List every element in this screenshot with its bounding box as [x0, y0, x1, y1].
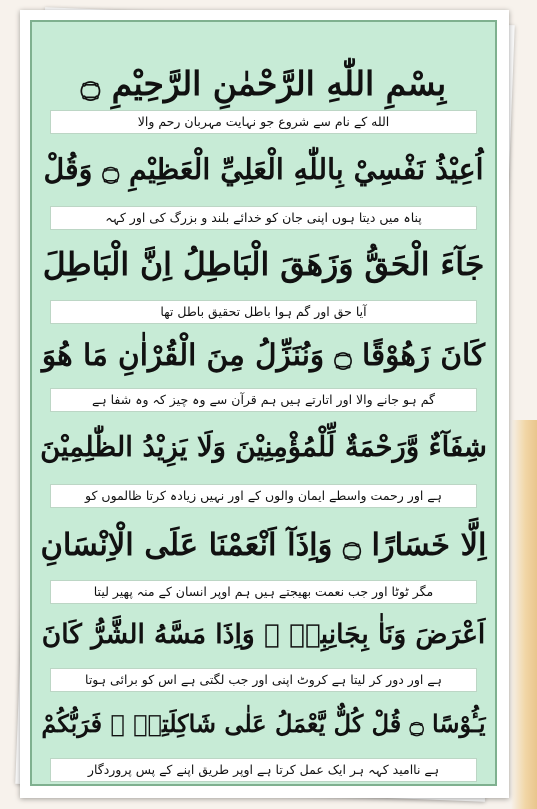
translation-line-6: مگر ٹوٹا اور جب نعمت بھیجتے ہیں ہم اوپر انسان کے منہ پھیر لیتا — [50, 580, 477, 604]
background-edge — [511, 420, 537, 809]
translation-line-4: گم ہو جانے والا اور اتارتے ہیں ہم قرآن سے وہ چیز کہ وہ شفا ہے — [50, 388, 477, 412]
arabic-line-7: اَعْرَضَ وَنَاٰ بِجَانِبِهٖ ۚ وَاِذَا مَسَّهُ الشَّرُّ كَانَ — [41, 619, 486, 650]
page-card — [20, 10, 509, 798]
arabic-line-5: شِفَآءٌ وَّرَحْمَةٌ لِّلْمُؤْمِنِيْنَ وَلَا يَزِيْدُ الظّٰلِمِيْنَ — [40, 431, 487, 463]
translation-line-7: ہے اور دور کر لیتا ہے کروٹ اپنی اور جب لگتی ہے اس کو برائی ہوتا — [50, 668, 477, 692]
translation-line-2: پناہ میں دیتا ہوں اپنی جان کو خدائے بلند و بزرگ کی اور کہہ — [50, 206, 477, 230]
arabic-line-4: كَانَ زَهُوْقًا ۝ وَنُنَزِّلُ مِنَ الْقُرْاٰنِ مَا هُوَ — [41, 337, 486, 372]
translation-line-8: ہے ناامید کہہ ہر ایک عمل کرتا ہے اوپر طریق اپنے کے پس پروردگار — [50, 758, 477, 782]
arabic-line-8: يَـُٔوْسًا ۝ قُلْ كُلٌّ يَّعْمَلُ عَلٰى شَاكِلَتِهٖ ۭ فَرَبُّكُمْ — [41, 709, 486, 738]
translation-line-5: ہے اور رحمت واسطے ایمان والوں کے اور نہیں زیادہ کرتا ظالموں کو — [50, 484, 477, 508]
arabic-line-6: اِلَّا خَسَارًا ۝ وَاِذَآ اَنْعَمْنَا عَلَى الْاِنْسَانِ — [40, 527, 487, 563]
arabic-line-3: جَآءَ الْحَقُّ وَزَهَقَ الْبَاطِلُ اِنَّ الْبَاطِلَ — [42, 246, 485, 283]
arabic-line-1: بِسْمِ اللّٰهِ الرَّحْمٰنِ الرَّحِيْمِ ۝ — [80, 64, 447, 103]
arabic-line-2: اُعِيْذُ نَفْسِيْ بِاللّٰهِ الْعَلِيِّ الْعَظِيْمِ ۝ وَقُلْ — [43, 152, 484, 186]
translation-line-3: آیا حق اور گم ہوا باطل تحقیق باطل تھا — [50, 300, 477, 324]
verse-panel — [30, 20, 497, 786]
translation-line-1: الله کے نام سے شروع جو نہایت مہربان رحم والا — [50, 110, 477, 134]
